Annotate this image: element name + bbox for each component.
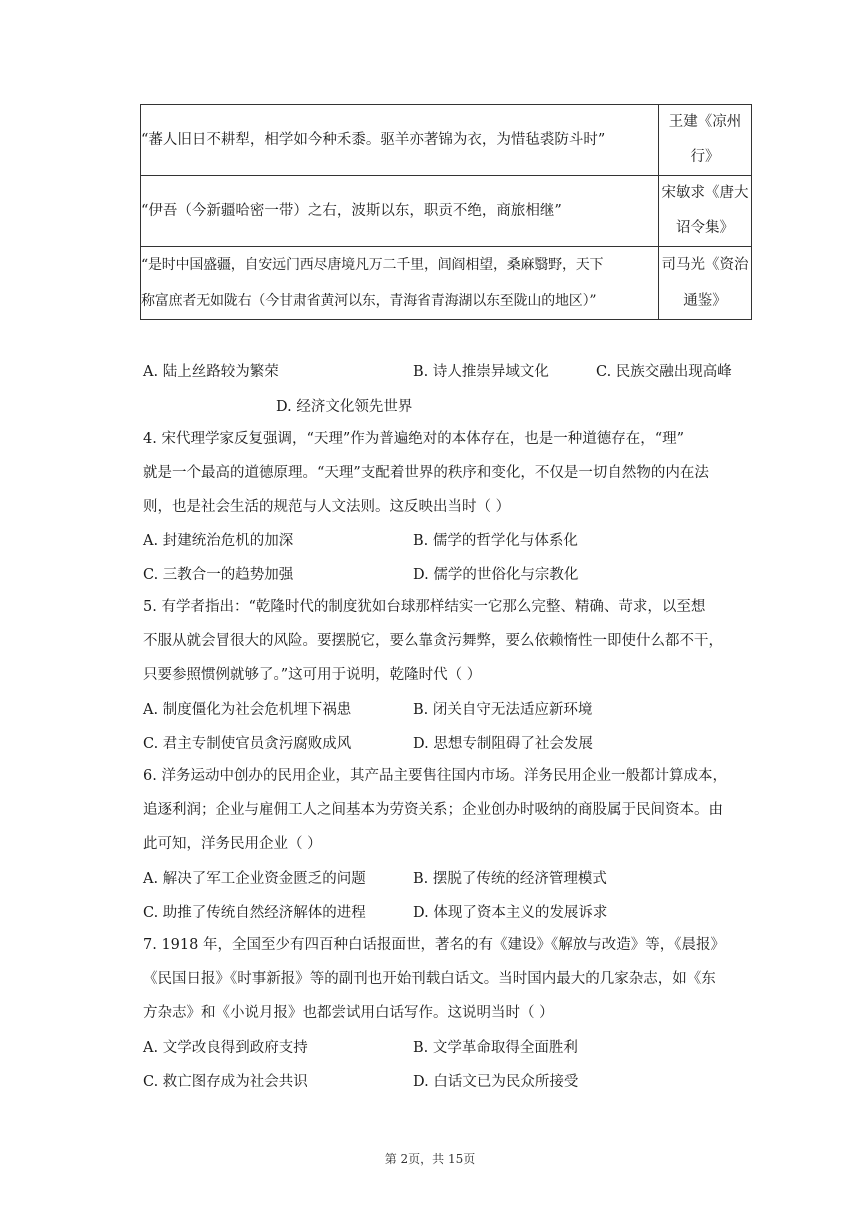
source-table [140,104,752,320]
q4-option-d: D. 儒学的世俗化与宗教化 [413,567,579,583]
table-row [141,247,752,320]
q7-option-d: D. 白话文已为民众所接受 [413,1074,579,1090]
source-line: 行》 [690,149,720,165]
q7-option-c: C. 救亡图存成为社会共识 [143,1074,308,1090]
stem-line: 《民国日报》《时事新报》等的副刊也开始刊载白话文。当时国内最大的几家杂志，如《东 [143,971,716,987]
quote-line: “是时中国盛疆，自安远门西尽唐境凡万二千里，闾阎相望，桑麻翳野，天下 [141,257,604,273]
q5-option-d: D. 思想专制阻碍了社会发展 [413,736,593,752]
source-line: 王建《凉州 [668,114,742,130]
q4-option-c: C. 三教合一的趋势加强 [143,567,294,583]
q6-option-b: B. 摆脱了传统的经济管理模式 [413,871,607,887]
table-row [141,176,752,247]
stem-line: 4. 宋代理学家反复强调，“天理”作为普遍绝对的本体存在，也是一种道德存在，“理” [143,431,685,447]
source-cell [659,247,752,320]
q3-option-c: C. 民族交融出现高峰 [596,364,732,380]
question-7-stem [143,928,755,1030]
question-5-stem [143,590,755,692]
stem-line: 7. 1918 年，全国至少有四百种白话报面世，著名的有《建设》《解放与改造》等，《晨报》 [143,937,725,953]
stem-line: 此可知，洋务民用企业（ ） [143,836,322,852]
source-line: 通鉴》 [683,293,727,309]
stem-line: 就是一个最高的道德原理。“天理”支配着世界的秩序和变化，不仅是一切自然物的内在法 [143,465,709,481]
question-6-stem [143,759,755,861]
stem-line: 5. 有学者指出：“乾隆时代的制度犹如台球那样结实一它那么完整、精确、苛求，以至想 [143,599,706,615]
stem-line: 方杂志》和《小说月报》也都尝试用白话写作。这说明当时（ ） [143,1005,554,1021]
q5-option-c: C. 君主专制使官员贪污腐败成风 [143,736,352,752]
stem-line: 追逐利润；企业与雇佣工人之间基本为劳资关系；企业创办时吸纳的商股属于民间资本。由 [143,802,723,818]
q6-option-d: D. 体现了资本主义的发展诉求 [413,905,608,921]
source-cell [659,176,752,247]
source-line: 司马光《资治 [661,257,749,273]
q6-option-c: C. 助推了传统自然经济解体的进程 [143,905,366,921]
q5-option-b: B. 闭关自守无法适应新环境 [413,702,593,718]
source-line: 诏令集》 [676,220,734,236]
quote-cell: “蕃人旧日不耕犁，相学如今种禾黍。驱羊亦著锦为衣，为惜毡裘防斗时” [141,105,659,176]
quote-cell [141,247,659,320]
stem-line: 只要参照惯例就够了。”这可用于说明，乾隆时代（ ） [143,667,482,683]
stem-line: 6. 洋务运动中创办的民用企业，其产品主要售往国内市场。洋务民用企业一般都计算成本， [143,768,727,784]
q5-option-a: A. 制度僵化为社会危机埋下祸患 [143,702,352,718]
table-row [141,105,752,176]
source-line: 宋敏求《唐大 [661,185,749,201]
q4-option-a: A. 封建统治危机的加深 [143,533,294,549]
q7-option-a: A. 文学改良得到政府支持 [143,1040,308,1056]
quote-line: 称富庶者无如陇右（今甘肃省黄河以东，青海省青海湖以东至陇山的地区）” [141,293,597,309]
q7-option-b: B. 文学革命取得全面胜利 [413,1040,578,1056]
quote-cell: “伊吾（今新疆哈密一带）之右，波斯以东，职贡不绝，商旅相继” [141,176,659,247]
source-cell [659,105,752,176]
page-footer: 第 2页，共 15页 [384,1152,476,1166]
q3-option-a: A. 陆上丝路较为繁荣 [143,364,279,380]
q3-option-d: D. 经济文化领先世界 [276,399,413,415]
q4-option-b: B. 儒学的哲学化与体系化 [413,533,578,549]
q3-option-b: B. 诗人推崇异域文化 [413,364,549,380]
stem-line: 不服从就会冒很大的风险。要摆脱它，要么靠贪污舞弊，要么依赖惰性一即使什么都不干， [143,633,723,649]
q6-option-a: A. 解决了军工企业资金匮乏的问题 [143,871,366,887]
question-4-stem [143,422,755,524]
stem-line: 则，也是社会生活的规范与人文法则。这反映出当时（ ） [143,499,511,515]
